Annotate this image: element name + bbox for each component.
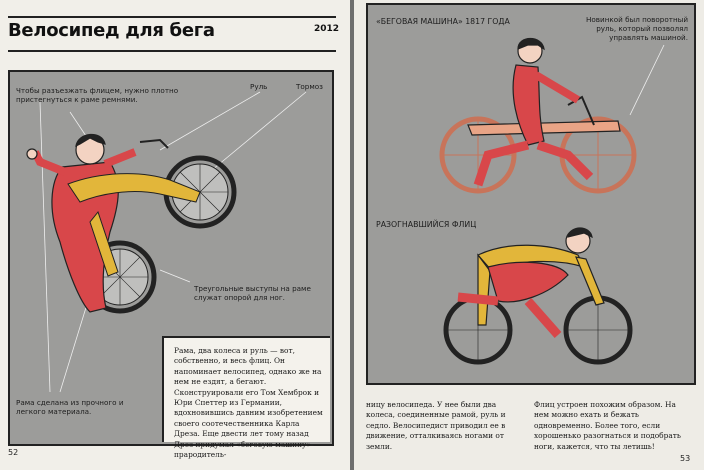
brake-label: Тормоз (296, 82, 323, 91)
supports-label: Треугольные выступы на раме служат опорой для ног. (194, 284, 311, 302)
year-label: 2012 (314, 24, 340, 34)
top-rule (8, 16, 336, 18)
handlebar-label: Руль (250, 82, 268, 91)
page-number-right: 53 (680, 454, 691, 463)
right-page (354, 0, 704, 470)
right-body-col2: Флиц устроен похожим образом. На нем можно ехать и бежать одновременно. Более того, если хорошенько разогнаться и подобрать ноги, кажется, что ты летишь! (534, 400, 681, 451)
draisine (442, 39, 634, 192)
page-title: Велосипед для бега (8, 20, 215, 41)
left-page (0, 0, 350, 470)
flitz-runner (446, 228, 630, 362)
left-body-textbox (162, 336, 330, 460)
draisine-and-flitz-illustration (368, 5, 694, 383)
title-rule (8, 50, 336, 52)
frame-label: Рама сделана из прочного и легкого материала. (16, 398, 124, 416)
right-body-col1: ницу велосипеда. У нее были два колеса, соединенные рамой, руль и седло. Велосипедист приводил ее в движение, отталкиваясь ногами от земли. (366, 400, 506, 451)
history-illustration-panel (366, 3, 696, 385)
page-number-left: 52 (8, 448, 19, 457)
draisine-heading: «БЕГОВАЯ МАШИНА» 1817 ГОДА (376, 17, 510, 26)
left-body-text: Рама, два колеса и руль — вот, собственно, и весь флиц. Он напоминает велосипед, однако же на нем не ездят, а бегают. Сконструировали его Том Хемброк и Юри Спеттер из Германии, вдохновившись давним изобретением своего соотечественника Карла Дреза. Еще двести лет тому назад Дрез придумал «беговую машину» — прародитель- (174, 346, 323, 460)
novelty-label: Новинкой был поворотный руль, который позволял управлять машиной. (585, 15, 688, 42)
flitz-label: РАЗОГНАВШИЙСЯ ФЛИЦ (376, 220, 477, 229)
strap-label: Чтобы разъезжать флицем, нужно плотно пристегнуться к раме ремнями. (16, 86, 179, 104)
